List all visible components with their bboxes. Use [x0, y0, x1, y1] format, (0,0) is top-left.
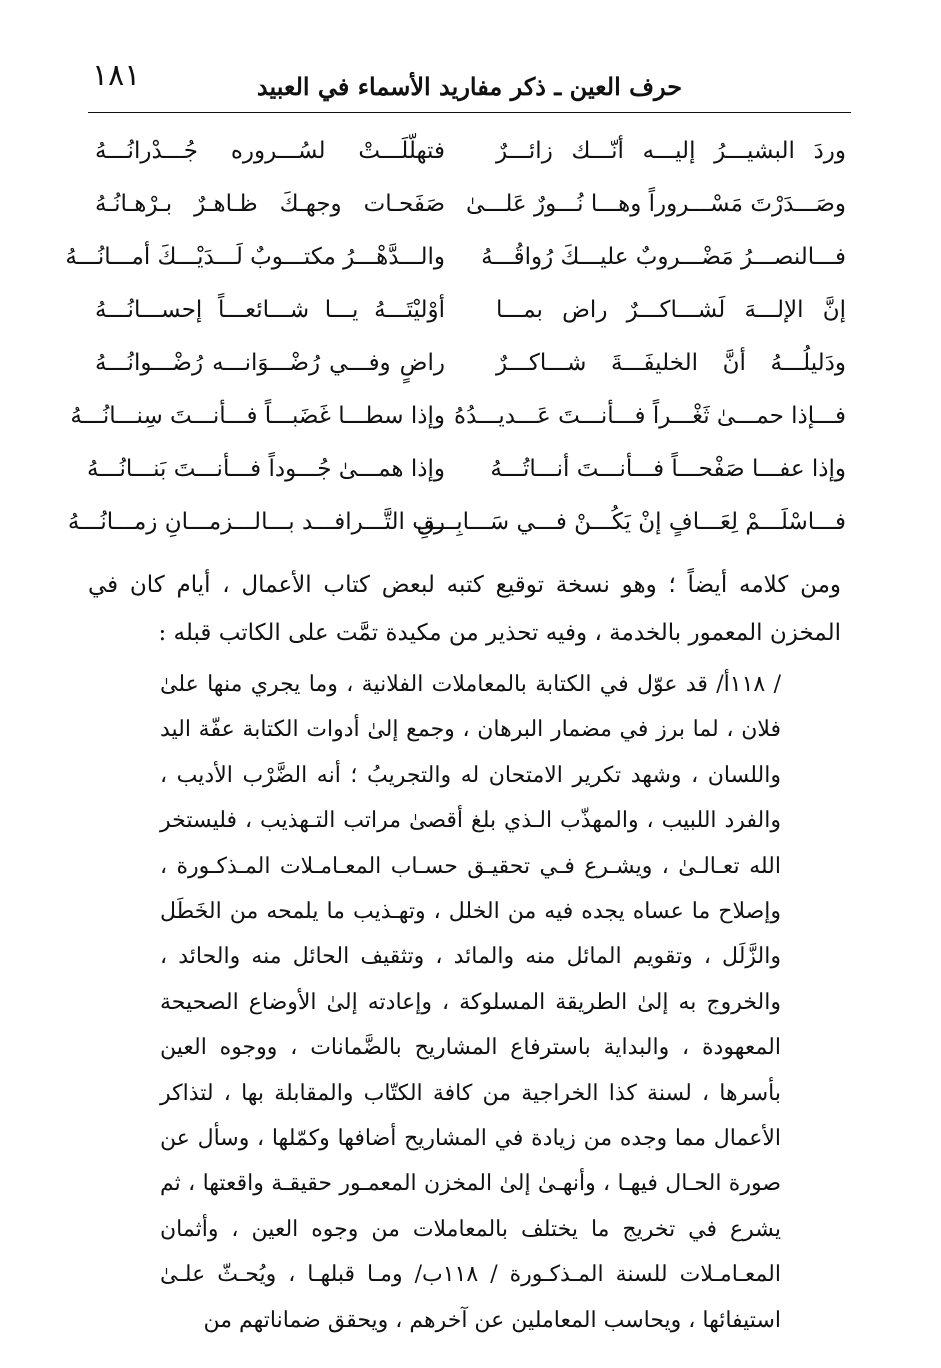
letter-paragraph: / ١١٨أ/ قد عوّل في الكتابة بالمعاملات الفلانية ، وما يجري منها علىٰ فلان ، لما برز في مضمار البرهان ، وجمع إلىٰ أدوات الكتابة عفّة اليد واللسان ، وشهد تكرير الامتحان له والتجريبُ ؛ أنه الضَّرْب الأديب ، والفرد اللبيب ، والمهذّب الـذي بلغ أقصىٰ مراتب التـهذيب ، فليستخر الله تعـالـىٰ ، ويشـرع فـي تحقيـق حسـاب المعـامـلات المـذكـورة ، وإصلاح ما عساه يجده فيه من الخلل ، وتهـذيب ما يلمحه من الخَطَل والزَّلَل ، وتقويم المائل منه والمائد ، وتثقيف الحائل منه والحائد ، والخروج به إلىٰ الطريقة المسلوكة ، وإعادته إلىٰ الأوضاع الصحيحة المعهودة ، والبداية باسترفاع المشاريح بالضَّمانات ، ووجوه العين بأسرها ، لسنة كذا الخراجية من كافة الكتّاب والمقابلة بها ، لتذاكر الأعمال مما وجده من زيادة في المشاريح أضافها وكمّلها ، وسأل عن صورة الحـال فيهـا ، وأنهـىٰ إلىٰ المخزن المعمـور حقيقـة واقعتها ، ثم يشرع في تخريج ما يختلف بالمعاملات من وجوه العين ، وأثمان المعـامـلات للسنة المـذكـورة / ١١٨ب/ ومـا قبلهـا ، ويُحـثّ علـىٰ استيفائها ، ويحاسب المعاملين عن آخرهم ، ويحقق ضماناتهم من — [160, 672, 782, 1333]
verse-second-hemistich: والـــدَّهْـــرُ مكتـــوبٌ لَـــدَيْـــكَ أمـــانُـــهُ — [65, 243, 445, 270]
verse-first-hemistich: وإذا عفـــا صَفْحـــاً فـــأنـــتَ أنـــاتُـــهُ — [490, 455, 846, 482]
poem-verse — [86, 442, 846, 495]
verse-second-hemistich: رب التَّـــرافـــد بـــالـــزمـــانِ زمـــانُـــهُ — [67, 508, 445, 535]
verse-first-hemistich: وصَـــدَرْتَ مَسْـــروراً وهـــا نُـــورٌ عَلـــىٰ — [465, 190, 846, 217]
poem-verse — [95, 283, 846, 336]
intro-paragraph: ومن كلامه أيضاً ؛ وهو نسخة توقيع كتبه لبعض كتاب الأعمال ، أيام كان في المخزن المعمور بالخدمة ، وفيه تحذير من مكيدة تمَّت على الكاتب قبله : — [88, 572, 841, 646]
verse-first-hemistich: فـــاسْلَـــمْ لِعَـــافٍ إنْ يَكُـــنْ فـــي سَـــابِـــقِ — [416, 508, 846, 535]
verse-first-hemistich: فـــإذا حمـــىٰ ثَغْـــراً فـــأنـــتَ عَـــديـــدُهُ — [454, 402, 846, 429]
poem-verse — [65, 230, 846, 283]
poem-verse — [95, 336, 846, 389]
verse-second-hemistich: أوْليْتَـــهُ يـــا شـــائعـــاً إحســـانُـــهُ — [95, 296, 445, 323]
header-rule — [88, 112, 851, 113]
poem — [65, 124, 846, 548]
page-number: ١٨١ — [92, 58, 141, 93]
verse-second-hemistich: وإذا همـــىٰ جُـــوداً فـــأنـــتَ بَنـــانُـــهُ — [86, 455, 445, 482]
verse-second-hemistich: فتهلّلَـــتْ لسُـــروره جُـــدْرانُـــهُ — [95, 137, 445, 164]
verse-second-hemistich: راضٍ وفـــي رُضْـــوَانـــه رُضْـــوانُـــهُ — [95, 349, 445, 376]
running-title: حرف العين ـ ذكر مفاريد الأسماء في العبيد — [256, 72, 683, 101]
poem-verse — [95, 177, 846, 230]
verse-first-hemistich: إنَّ الإلـــهَ لَشـــاكـــرٌ راض بمـــا — [496, 296, 846, 323]
verse-first-hemistich: ودَليلُـــهُ أنَّ الخليفَـــةَ شـــاكـــرٌ — [496, 349, 846, 376]
verse-first-hemistich: وردَ البشيـــرُ إليـــه أنّـــك زائـــرٌ — [496, 137, 846, 164]
verse-second-hemistich: صَفَحـات وجهـكَ ظـاهـرٌ بـرْهـانُـهُ — [95, 190, 445, 217]
poem-verse — [70, 389, 846, 442]
poem-verse — [95, 124, 846, 177]
verse-second-hemistich: وإذا سطـــا غَضَبـــاً فـــأنـــتَ سِنـــانُـــهُ — [70, 402, 445, 429]
verse-first-hemistich: فـــالنصـــرُ مَضْـــروبٌ عليـــكَ رُواقُـــهُ — [481, 243, 846, 270]
poem-verse — [67, 495, 846, 548]
